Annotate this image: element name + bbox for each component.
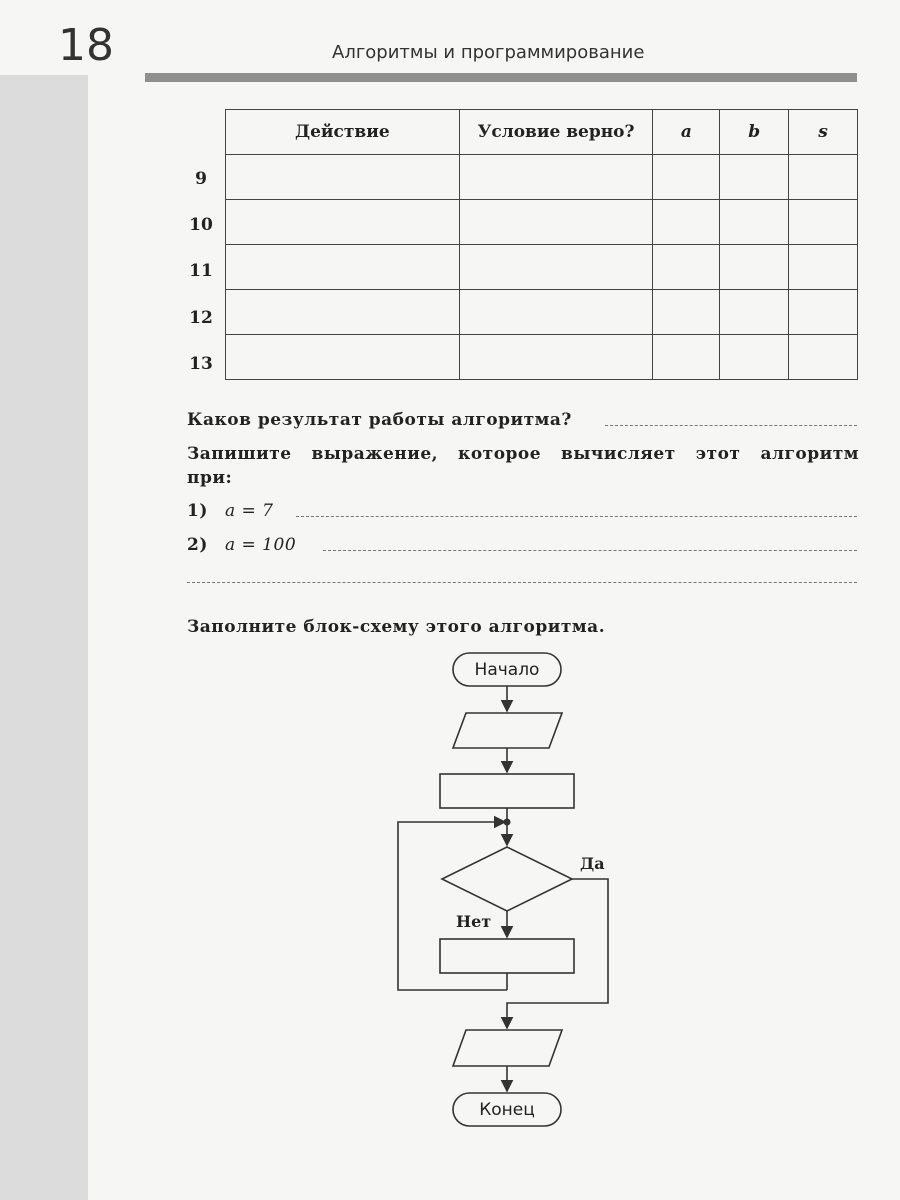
table-cell[interactable] xyxy=(653,155,720,200)
header-rule xyxy=(145,73,857,82)
no-label: Нет xyxy=(456,912,492,931)
table-cell[interactable] xyxy=(226,290,460,335)
process-block-body[interactable] xyxy=(440,939,574,973)
table-cell[interactable] xyxy=(653,335,720,380)
table-cell[interactable] xyxy=(226,245,460,290)
table-cell[interactable] xyxy=(653,290,720,335)
table-cell[interactable] xyxy=(653,200,720,245)
column-header-condition: Условие верно? xyxy=(459,110,653,155)
item-2-number: 2) xyxy=(187,535,208,555)
answer-line-result[interactable] xyxy=(605,425,857,426)
table-cell[interactable] xyxy=(720,155,789,200)
table-row xyxy=(226,155,858,200)
table-cell[interactable] xyxy=(459,245,653,290)
page-number: 18 xyxy=(58,20,114,71)
table-cell[interactable] xyxy=(789,155,858,200)
process-block-init[interactable] xyxy=(440,774,574,808)
result-question: Каков результат работы алгоритма? xyxy=(187,410,572,430)
yes-label: Да xyxy=(580,854,605,873)
table-cell[interactable] xyxy=(459,200,653,245)
row-number: 12 xyxy=(189,308,213,328)
table-row xyxy=(226,335,858,380)
table-header-row xyxy=(226,110,858,155)
table-row xyxy=(226,245,858,290)
row-number: 11 xyxy=(189,261,213,281)
table-cell[interactable] xyxy=(459,155,653,200)
table-cell[interactable] xyxy=(789,335,858,380)
table-cell[interactable] xyxy=(720,335,789,380)
running-header: Алгоритмы и программирование xyxy=(332,42,645,63)
table-cell[interactable] xyxy=(789,290,858,335)
expression-question-cont: при: xyxy=(187,468,233,488)
table-cell[interactable] xyxy=(653,245,720,290)
row-number: 10 xyxy=(189,215,213,235)
answer-line-3[interactable] xyxy=(187,582,857,583)
table-cell[interactable] xyxy=(226,200,460,245)
output-block[interactable] xyxy=(453,1030,562,1066)
condition-diamond[interactable] xyxy=(442,847,572,911)
column-header-s: s xyxy=(789,110,858,155)
answer-line-1[interactable] xyxy=(296,516,857,517)
table-cell[interactable] xyxy=(226,155,460,200)
trace-table xyxy=(225,109,858,380)
table-cell[interactable] xyxy=(226,335,460,380)
table-cell[interactable] xyxy=(789,245,858,290)
row-number: 9 xyxy=(195,169,207,189)
table-cell[interactable] xyxy=(720,245,789,290)
table-cell[interactable] xyxy=(459,290,653,335)
table-cell[interactable] xyxy=(789,200,858,245)
table-cell[interactable] xyxy=(720,290,789,335)
flowchart xyxy=(380,648,640,1138)
table-row xyxy=(226,200,858,245)
expression-question: Запишите выражение, которое вычисляет этот алгоритм xyxy=(187,444,859,464)
column-header-b: b xyxy=(720,110,789,155)
row-number: 13 xyxy=(189,354,213,374)
page-margin-strip xyxy=(0,75,88,1200)
table-row xyxy=(226,290,858,335)
column-header-a: a xyxy=(653,110,720,155)
input-block[interactable] xyxy=(453,713,562,748)
table-cell[interactable] xyxy=(459,335,653,380)
flowchart-task: Заполните блок-схему этого алгоритма. xyxy=(187,617,606,637)
end-label: Конец xyxy=(479,1100,535,1120)
start-label: Начало xyxy=(474,660,540,680)
item-1-expression: a = 7 xyxy=(225,501,274,521)
item-1-number: 1) xyxy=(187,501,208,521)
junction-dot xyxy=(504,819,511,826)
column-header-action: Действие xyxy=(226,110,460,155)
table-cell[interactable] xyxy=(720,200,789,245)
item-2-expression: a = 100 xyxy=(225,535,297,555)
answer-line-2[interactable] xyxy=(323,550,857,551)
